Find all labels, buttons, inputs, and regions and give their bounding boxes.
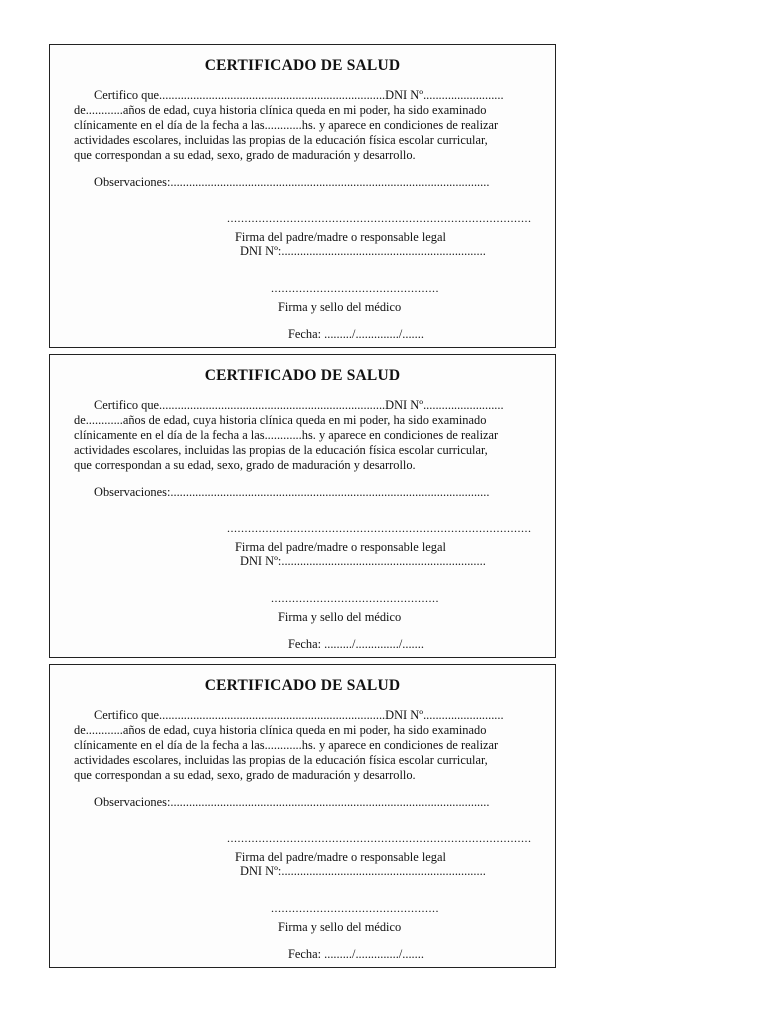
health-certificate-3	[49, 664, 556, 968]
parent-signature-label: Firma del padre/madre o responsable legal	[235, 540, 446, 554]
dni-field: DNI Nº:..................................................................	[240, 244, 486, 258]
date-field: Fecha: ........./............../.......	[288, 637, 424, 651]
dni-field: DNI Nº:..................................................................	[240, 864, 486, 878]
observations-field: Observaciones:.......................................................................................................	[94, 795, 490, 809]
observations-field: Observaciones:.......................................................................................................	[94, 485, 490, 499]
exam-line: clínicamente en el día de la fecha a las............hs. y aparece en condiciones de realizar	[74, 738, 499, 752]
certify-line: Certifico que.........................................................................DNI Nº..........................	[94, 708, 504, 722]
age-line: de............años de edad, cuya historia clínica queda en mi poder, ha sido examinado	[74, 723, 487, 737]
parent-signature-line: .......................................................................................	[227, 211, 532, 225]
exam-line: clínicamente en el día de la fecha a las............hs. y aparece en condiciones de realizar	[74, 118, 499, 132]
activities-line: actividades escolares, incluidas las propias de la educación física escolar curricular,	[74, 133, 488, 147]
age-line: de............años de edad, cuya historia clínica queda en mi poder, ha sido examinado	[74, 103, 487, 117]
activities-line: actividades escolares, incluidas las propias de la educación física escolar curricular,	[74, 753, 488, 767]
doctor-signature-label: Firma y sello del médico	[278, 300, 402, 314]
doctor-signature-label: Firma y sello del médico	[278, 610, 402, 624]
activities-line: actividades escolares, incluidas las propias de la educación física escolar curricular,	[74, 443, 488, 457]
certificate-title: CERTIFICADO DE SALUD	[204, 677, 401, 694]
certify-line: Certifico que.........................................................................DNI Nº..........................	[94, 88, 504, 102]
parent-signature-line: .......................................................................................	[227, 521, 532, 535]
certify-line: Certifico que.........................................................................DNI Nº..........................	[94, 398, 504, 412]
dni-field: DNI Nº:..................................................................	[240, 554, 486, 568]
health-certificate-2	[49, 354, 556, 658]
parent-signature-label: Firma del padre/madre o responsable legal	[235, 230, 446, 244]
health-certificate-1	[49, 44, 556, 348]
certificate-title: CERTIFICADO DE SALUD	[204, 57, 401, 74]
doctor-signature-line: ................................................	[271, 281, 439, 295]
doctor-signature-line: ................................................	[271, 591, 439, 605]
development-line: que correspondan a su edad, sexo, grado de maduración y desarrollo.	[74, 458, 416, 472]
date-field: Fecha: ........./............../.......	[288, 327, 424, 341]
development-line: que correspondan a su edad, sexo, grado de maduración y desarrollo.	[74, 768, 416, 782]
date-field: Fecha: ........./............../.......	[288, 947, 424, 961]
development-line: que correspondan a su edad, sexo, grado de maduración y desarrollo.	[74, 148, 416, 162]
observations-field: Observaciones:.......................................................................................................	[94, 175, 490, 189]
doctor-signature-label: Firma y sello del médico	[278, 920, 402, 934]
doctor-signature-line: ................................................	[271, 901, 439, 915]
parent-signature-label: Firma del padre/madre o responsable legal	[235, 850, 446, 864]
parent-signature-line: .......................................................................................	[227, 831, 532, 845]
age-line: de............años de edad, cuya historia clínica queda en mi poder, ha sido examinado	[74, 413, 487, 427]
exam-line: clínicamente en el día de la fecha a las............hs. y aparece en condiciones de realizar	[74, 428, 499, 442]
certificate-title: CERTIFICADO DE SALUD	[204, 367, 401, 384]
